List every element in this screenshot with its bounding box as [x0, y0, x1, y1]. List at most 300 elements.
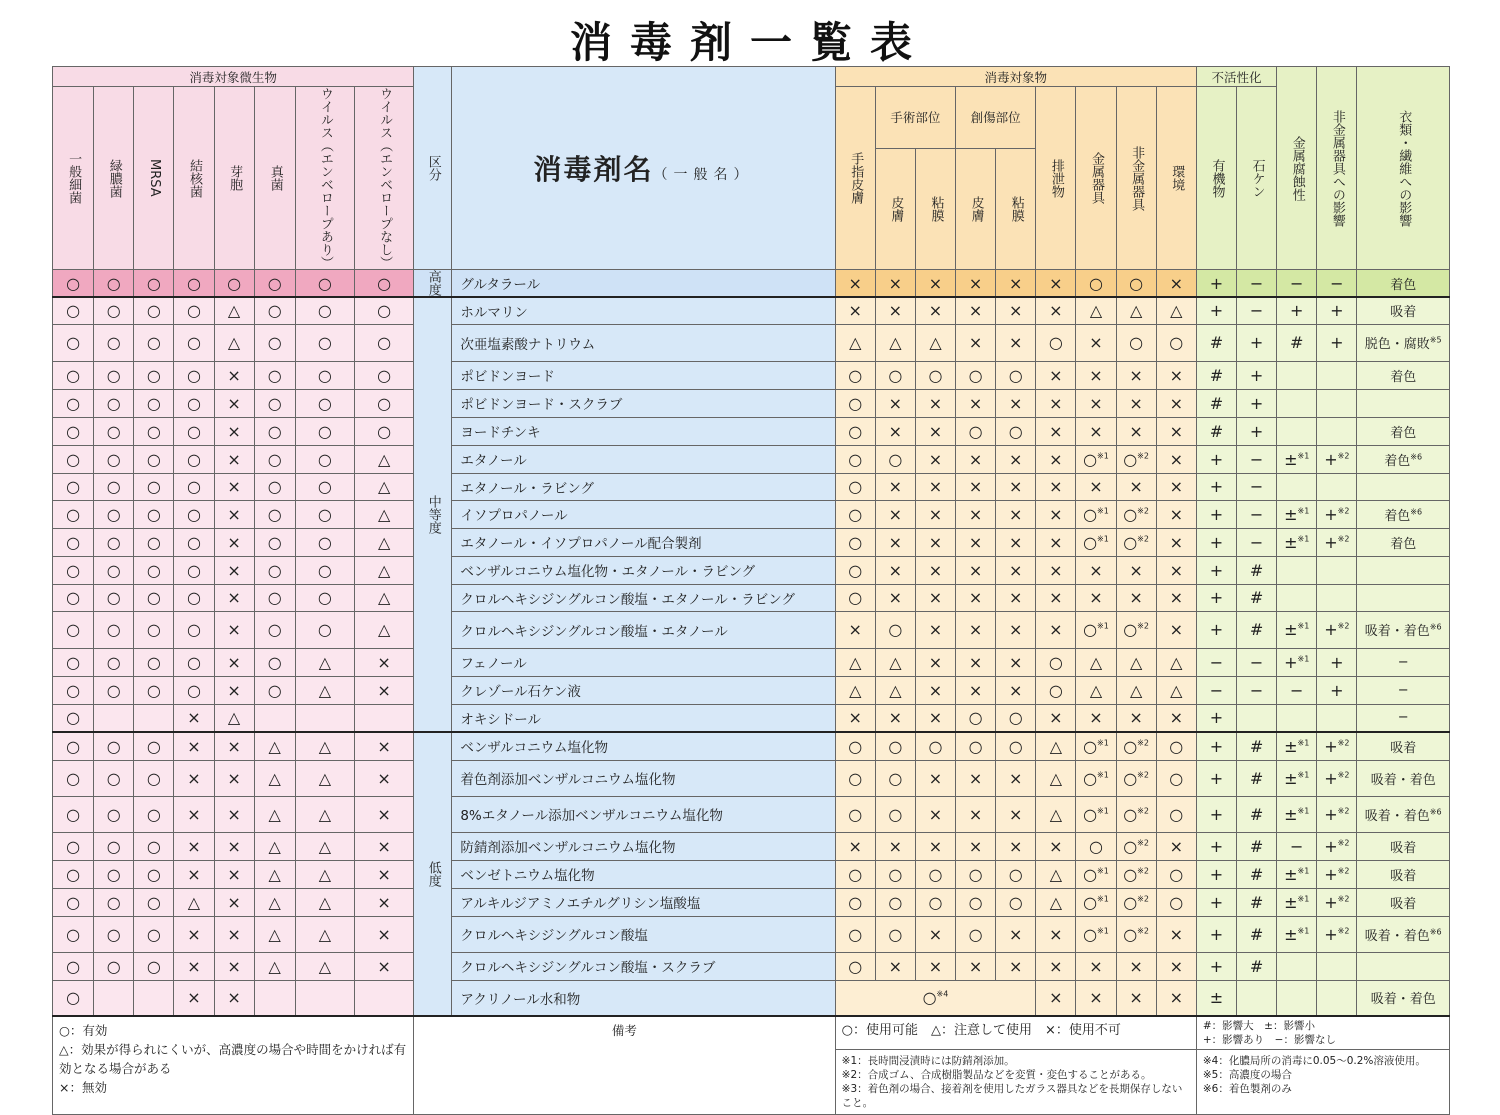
- microbe-cell-3: [174, 860, 214, 888]
- target-cell-4: [996, 832, 1036, 860]
- effect-cell-3-symbol: +: [1324, 620, 1338, 639]
- microbe-cell-5-symbol: ○: [267, 477, 282, 496]
- microbe-cell-0-symbol: ○: [66, 708, 81, 728]
- section-label: [414, 732, 452, 1016]
- microbe-cell-5-symbol: △: [268, 892, 281, 912]
- notes-left: [835, 1050, 1196, 1115]
- target-cell-8-symbol: ×: [1169, 924, 1183, 944]
- microbe-cell-0-symbol: ○: [66, 836, 81, 856]
- effect-cell-2: [1277, 676, 1317, 704]
- note-right-2: ※6：着色製剤のみ: [1202, 1083, 1292, 1095]
- target-cell-3-symbol: ×: [968, 836, 983, 856]
- effect-cell-2-symbol: ±: [1284, 768, 1298, 788]
- effect-cell-4: [1357, 888, 1450, 916]
- effect-cell-1: [1237, 500, 1277, 528]
- microbe-cell-2: [134, 732, 174, 760]
- target-cell-7-note: ※2: [1137, 894, 1149, 904]
- effect-cell-4-symbol: −: [1397, 654, 1409, 670]
- effect-cell-2: [1277, 732, 1317, 760]
- effect-cell-0-symbol: +: [1209, 504, 1224, 524]
- target-cell-1-symbol: ×: [888, 532, 903, 552]
- microbe-header-6-label: ウイルス（エンベロープあり）: [317, 87, 333, 269]
- effect-cell-0-symbol: ±: [1209, 988, 1224, 1008]
- microbe-cell-3-symbol: ○: [186, 365, 201, 385]
- microbe-cell-2-symbol: ○: [146, 804, 161, 824]
- target-cell-8: [1156, 832, 1196, 860]
- microbe-cell-5: [254, 916, 295, 952]
- target-cell-1-symbol: ○: [888, 736, 903, 756]
- microbe-cell-6: [295, 648, 354, 676]
- effect-cell-0-symbol: +: [1209, 836, 1224, 856]
- target-cell-1: [875, 297, 915, 324]
- target-cell-6-note: ※1: [1097, 738, 1109, 748]
- target-cell-3: [956, 760, 996, 796]
- effect-cell-1: [1237, 704, 1277, 732]
- microbe-cell-0: [53, 611, 94, 648]
- target-cell-8: [1156, 676, 1196, 704]
- disinfectant-name: アルキルジアミノエチルグリシン塩酸塩: [452, 888, 835, 916]
- target-cell-3: [956, 888, 996, 916]
- microbe-cell-0: [53, 584, 94, 611]
- target-cell-1-symbol: ○: [888, 864, 903, 884]
- effect-cell-1: [1237, 324, 1277, 361]
- target-cell-4: [996, 584, 1036, 611]
- target-cell-4: [996, 676, 1036, 704]
- microbe-cell-2-symbol: ○: [146, 652, 161, 672]
- effect-cell-4-note: ※6: [1429, 622, 1442, 632]
- table-row: [53, 270, 1450, 298]
- target-cell-4: [996, 704, 1036, 732]
- effect-cell-3-symbol: +: [1330, 301, 1344, 321]
- effect-cell-3-symbol: −: [1330, 273, 1344, 293]
- microbe-cell-6-symbol: △: [318, 652, 332, 672]
- microbe-cell-6: [295, 832, 354, 860]
- target-cell-3-symbol: ×: [968, 301, 983, 321]
- microbe-cell-5: [254, 528, 295, 556]
- microbe-cell-1: [94, 500, 134, 528]
- kubun-header-label: 区分: [425, 155, 441, 181]
- inact-header-1-label: 石ケン: [1249, 158, 1265, 198]
- effect-cell-4: [1357, 297, 1450, 324]
- microbe-cell-4: [214, 980, 254, 1016]
- target-header-7: [1116, 87, 1156, 270]
- target-cell-6-symbol: ×: [1089, 956, 1103, 976]
- effect-cell-1: [1237, 270, 1277, 298]
- microbe-cell-6: [295, 500, 354, 528]
- effect-cell-3: [1317, 556, 1357, 584]
- effect-cell-0-symbol: #: [1209, 393, 1224, 413]
- effect-cell-4: [1357, 445, 1450, 473]
- target-cell-4-symbol: ○: [1008, 421, 1023, 441]
- target-cell-0-symbol: ○: [848, 924, 863, 944]
- target-cell-5-symbol: ×: [1049, 421, 1063, 441]
- target-cell-8: [1156, 445, 1196, 473]
- effect-cell-2-symbol: #: [1290, 333, 1304, 352]
- microbe-cell-0: [53, 676, 94, 704]
- microbe-cell-4: [214, 473, 254, 500]
- microbe-cell-5: [254, 473, 295, 500]
- target-cell-8-symbol: ×: [1169, 620, 1183, 639]
- name-header: [452, 67, 835, 270]
- target-cell-8: [1156, 732, 1196, 760]
- effect-cell-2-note: ※1: [1297, 654, 1310, 664]
- microbe-cell-4-symbol: △: [227, 301, 241, 321]
- target-cell-1-symbol: ○: [888, 449, 903, 469]
- target-cell-0-symbol: ○: [848, 768, 863, 788]
- microbe-cell-5-symbol: ○: [267, 588, 282, 607]
- effect-cell-2: [1277, 611, 1317, 648]
- effect-cell-3: [1317, 297, 1357, 324]
- legend-microbe-1: △：効果が得られにくいが、高濃度の場合や時間をかければ有効となる場合がある: [59, 1042, 407, 1076]
- microbe-cell-1-symbol: ○: [106, 736, 121, 756]
- microbe-cell-5-symbol: ○: [267, 333, 282, 352]
- effect-cell-4-symbol: −: [1397, 710, 1409, 726]
- microbe-cell-4-symbol: ×: [227, 421, 241, 441]
- microbe-cell-6: [295, 389, 354, 417]
- target-cell-6: [1076, 704, 1116, 732]
- effect-cell-2-note: ※1: [1297, 866, 1310, 876]
- effect-cell-3: [1317, 500, 1357, 528]
- target-cell-4: [996, 556, 1036, 584]
- microbe-cell-5: [254, 445, 295, 473]
- microbe-cell-2-symbol: ○: [146, 393, 161, 413]
- target-cell-0-symbol: △: [849, 652, 862, 672]
- effect-cell-1: [1237, 796, 1277, 832]
- microbe-cell-7: [354, 389, 413, 417]
- effect-cell-4-symbol: 吸着・着色: [1370, 992, 1436, 1008]
- microbe-cell-1: [94, 473, 134, 500]
- effect-cell-1-symbol: #: [1249, 560, 1264, 580]
- effect-cell-3: [1317, 704, 1357, 732]
- microbe-cell-0-symbol: ○: [66, 365, 81, 385]
- target-cell-1-symbol: △: [889, 333, 902, 352]
- effect-cell-0-symbol: +: [1209, 532, 1224, 552]
- target-cell-6-symbol: ×: [1089, 988, 1103, 1008]
- target-cell-7-symbol: △: [1129, 652, 1143, 672]
- microbe-cell-2-symbol: ○: [146, 836, 161, 856]
- effect-cell-0-symbol: #: [1209, 333, 1224, 352]
- microbe-cell-1-symbol: ○: [106, 924, 121, 944]
- target-cell-8-symbol: ×: [1169, 988, 1183, 1008]
- target-cell-0: [835, 952, 875, 980]
- effect-cell-4-symbol: 吸着・着色: [1364, 808, 1430, 824]
- target-cell-0-symbol: ○: [848, 365, 863, 385]
- inact-group-header: 不活性化: [1196, 67, 1276, 87]
- microbe-cell-0-symbol: ○: [66, 988, 81, 1008]
- microbe-cell-1-symbol: ○: [106, 836, 121, 856]
- target-cell-6-symbol: ○: [1088, 836, 1103, 856]
- target-cell-merged-note: ※4: [936, 989, 949, 999]
- microbe-cell-7: [354, 473, 413, 500]
- microbe-cell-7-symbol: △: [377, 560, 391, 580]
- microbe-cell-0-symbol: ○: [66, 620, 81, 639]
- microbe-cell-4-symbol: ×: [227, 477, 241, 496]
- effect-cell-1: [1237, 361, 1277, 389]
- microbe-cell-1: [94, 796, 134, 832]
- microbe-cell-2-symbol: ○: [146, 956, 161, 976]
- microbe-cell-4-symbol: ×: [227, 652, 241, 672]
- target-cell-4: [996, 648, 1036, 676]
- target-cell-3: [956, 676, 996, 704]
- microbe-cell-1-symbol: ○: [106, 652, 121, 672]
- microbe-header-5: [254, 87, 295, 270]
- target-cell-0-symbol: ○: [848, 892, 863, 912]
- microbe-cell-6: [295, 760, 354, 796]
- target-cell-8: [1156, 389, 1196, 417]
- target-cell-2: [915, 796, 955, 832]
- target-cell-6: [1076, 556, 1116, 584]
- microbe-cell-6: [295, 860, 354, 888]
- microbe-cell-4-symbol: ×: [227, 532, 241, 552]
- microbe-cell-4: [214, 556, 254, 584]
- target-cell-4-symbol: ○: [1008, 708, 1023, 728]
- target-cell-8-symbol: △: [1170, 301, 1183, 321]
- target-cell-3: [956, 389, 996, 417]
- microbe-cell-6: [295, 732, 354, 760]
- microbe-cell-3-symbol: ×: [187, 768, 201, 788]
- microbe-cell-5-symbol: ○: [267, 680, 282, 700]
- microbe-cell-6-symbol: ○: [317, 588, 332, 607]
- target-cell-2: [915, 556, 955, 584]
- effect-cell-1: [1237, 732, 1277, 760]
- target-header-hands-label: 手指皮膚: [848, 152, 864, 204]
- microbe-cell-2-symbol: ○: [146, 477, 161, 496]
- effect-cell-4-note: ※5: [1429, 335, 1442, 345]
- disinfectant-name: オキシドール: [452, 704, 835, 732]
- target-cell-5-symbol: ×: [1049, 620, 1063, 639]
- target-cell-8: [1156, 760, 1196, 796]
- target-cell-5-symbol: △: [1049, 804, 1062, 824]
- microbe-cell-3-symbol: ○: [186, 421, 201, 441]
- target-cell-2-symbol: ×: [928, 421, 943, 441]
- effect-cell-3: [1317, 584, 1357, 611]
- effect-cell-2-symbol: −: [1290, 680, 1304, 700]
- microbe-cell-7-symbol: ×: [377, 892, 391, 912]
- target-cell-4: [996, 473, 1036, 500]
- effect-cell-2-note: ※1: [1297, 806, 1310, 816]
- microbe-cell-0: [53, 648, 94, 676]
- target-cell-8-symbol: △: [1170, 652, 1183, 672]
- target-cell-2: [915, 952, 955, 980]
- microbe-cell-5: [254, 888, 295, 916]
- microbe-cell-6: [295, 796, 354, 832]
- target-cell-8-symbol: ○: [1169, 804, 1184, 824]
- target-cell-0: [835, 611, 875, 648]
- target-cell-2-symbol: ×: [928, 804, 943, 824]
- effect-cell-4: [1357, 417, 1450, 445]
- target-cell-3-symbol: ×: [968, 588, 983, 607]
- legend-microbes: [53, 1016, 414, 1115]
- microbe-cell-1: [94, 760, 134, 796]
- effect-cell-0-symbol: −: [1209, 680, 1224, 700]
- microbe-cell-0: [53, 888, 94, 916]
- target-cell-5: [1036, 417, 1076, 445]
- microbe-cell-5-symbol: ○: [267, 421, 282, 441]
- microbe-cell-1: [94, 297, 134, 324]
- target-cell-7-symbol: ○: [1129, 273, 1144, 293]
- effect-cell-3: [1317, 732, 1357, 760]
- effect-cell-4-symbol: 吸着: [1390, 840, 1417, 856]
- target-cell-6: [1076, 888, 1116, 916]
- microbe-cell-7-symbol: △: [377, 588, 391, 607]
- target-cell-0-symbol: △: [849, 680, 862, 700]
- target-cell-5: [1036, 445, 1076, 473]
- effect-cell-1: [1237, 473, 1277, 500]
- microbe-cell-2: [134, 676, 174, 704]
- microbe-cell-2: [134, 297, 174, 324]
- table-row: [53, 704, 1450, 732]
- effect-cell-0: [1196, 796, 1236, 832]
- target-cell-2-symbol: ×: [928, 956, 943, 976]
- microbe-cell-2: [134, 417, 174, 445]
- microbe-cell-5: [254, 704, 295, 732]
- target-cell-6-note: ※1: [1097, 770, 1109, 780]
- target-cell-1: [875, 611, 915, 648]
- effect-cell-0: [1196, 361, 1236, 389]
- target-cell-7: [1116, 760, 1156, 796]
- target-cell-8-symbol: ×: [1169, 560, 1183, 580]
- effect-cell-3-symbol: +: [1330, 680, 1344, 700]
- target-cell-5-symbol: △: [1049, 892, 1062, 912]
- target-cell-6-symbol: ○: [1083, 864, 1098, 884]
- target-cell-4-symbol: ×: [1009, 273, 1023, 293]
- target-cell-6: [1076, 832, 1116, 860]
- microbe-cell-7-symbol: ×: [377, 768, 391, 788]
- effect-cell-0: [1196, 832, 1236, 860]
- remarks-label: 備考: [611, 1023, 637, 1038]
- microbe-cell-4-symbol: ×: [227, 393, 241, 413]
- microbe-cell-6: [295, 297, 354, 324]
- target-cell-5: [1036, 888, 1076, 916]
- target-cell-0: [835, 500, 875, 528]
- microbe-cell-4: [214, 297, 254, 324]
- microbe-cell-0: [53, 417, 94, 445]
- target-cell-7: [1116, 528, 1156, 556]
- target-cell-4: [996, 297, 1036, 324]
- target-cell-6-symbol: ×: [1089, 708, 1103, 728]
- target-cell-5: [1036, 584, 1076, 611]
- target-cell-4-symbol: ×: [1009, 393, 1023, 413]
- microbe-cell-0: [53, 473, 94, 500]
- microbe-cell-2: [134, 980, 174, 1016]
- target-cell-0: [835, 473, 875, 500]
- target-cell-8-symbol: ×: [1169, 449, 1183, 469]
- target-cell-3-symbol: ×: [968, 652, 983, 672]
- target-cell-2: [915, 445, 955, 473]
- target-cell-1-symbol: ○: [888, 804, 903, 824]
- microbe-cell-6: [295, 270, 354, 298]
- target-cell-6: [1076, 916, 1116, 952]
- effect-cell-4-note: ※6: [1410, 452, 1423, 462]
- target-cell-3: [956, 417, 996, 445]
- microbe-cell-2-symbol: ○: [146, 736, 161, 756]
- disinfectant-name: エタノール: [452, 445, 835, 473]
- effect-cell-4: [1357, 270, 1450, 298]
- effect-cell-0: [1196, 648, 1236, 676]
- microbe-cell-2: [134, 528, 174, 556]
- effect-cell-2-symbol: +: [1284, 652, 1298, 672]
- target-cell-0-symbol: ×: [848, 620, 862, 639]
- target-cell-5-symbol: ×: [1049, 708, 1063, 728]
- effect-cell-1-symbol: +: [1249, 393, 1264, 413]
- target-cell-6: [1076, 952, 1116, 980]
- target-cell-4-symbol: ×: [1009, 804, 1023, 824]
- page-title: 消毒剤一覧表: [569, 18, 930, 67]
- target-cell-6-symbol: ○: [1083, 620, 1098, 639]
- target-cell-3-symbol: ○: [968, 864, 983, 884]
- microbe-cell-4: [214, 270, 254, 298]
- microbe-cell-3-symbol: ○: [186, 333, 201, 352]
- wound-header-1: [996, 148, 1036, 269]
- microbe-cell-1-symbol: ○: [106, 504, 121, 524]
- target-cell-6-symbol: ×: [1089, 588, 1103, 607]
- effect-cell-0: [1196, 584, 1236, 611]
- target-cell-6: [1076, 324, 1116, 361]
- target-cell-1: [875, 417, 915, 445]
- target-cell-8: [1156, 980, 1196, 1016]
- effect-cell-0: [1196, 888, 1236, 916]
- target-cell-1: [875, 860, 915, 888]
- microbe-cell-5-symbol: ○: [267, 273, 282, 293]
- target-cell-7: [1116, 704, 1156, 732]
- target-cell-3: [956, 832, 996, 860]
- effect-cell-3: [1317, 796, 1357, 832]
- target-cell-4-symbol: ×: [1009, 588, 1023, 607]
- target-cell-8: [1156, 473, 1196, 500]
- effect-cell-0: [1196, 528, 1236, 556]
- effect-cell-1: [1237, 980, 1277, 1016]
- target-cell-5: [1036, 389, 1076, 417]
- microbe-cell-1: [94, 324, 134, 361]
- target-cell-6-symbol: ×: [1089, 333, 1103, 352]
- target-cell-7: [1116, 648, 1156, 676]
- target-cell-8: [1156, 611, 1196, 648]
- effect-cell-3: [1317, 860, 1357, 888]
- target-cell-8-symbol: ○: [1169, 333, 1184, 352]
- microbe-cell-5-symbol: ○: [267, 532, 282, 552]
- effect-cell-1: [1237, 676, 1277, 704]
- effect-cell-3-symbol: +: [1324, 532, 1338, 552]
- microbe-cell-2-symbol: ○: [146, 273, 161, 293]
- microbe-cell-0-symbol: ○: [66, 680, 81, 700]
- microbe-cell-1: [94, 704, 134, 732]
- microbe-cell-7: [354, 760, 413, 796]
- microbe-cell-2: [134, 832, 174, 860]
- target-cell-0-symbol: ○: [848, 956, 863, 976]
- microbe-cell-4: [214, 832, 254, 860]
- effect-cell-3-symbol: +: [1324, 768, 1338, 788]
- wound-header-0: [956, 148, 996, 269]
- microbe-cell-5: [254, 500, 295, 528]
- target-cell-2: [915, 324, 955, 361]
- effect-cell-4-symbol: 着色: [1390, 369, 1417, 385]
- microbe-cell-2-symbol: ○: [146, 620, 161, 639]
- target-cell-7-symbol: ○: [1123, 924, 1138, 944]
- target-cell-0-symbol: ○: [848, 477, 863, 496]
- target-cell-5: [1036, 500, 1076, 528]
- microbe-cell-4-symbol: ×: [227, 560, 241, 580]
- microbe-cell-4-symbol: ×: [227, 892, 241, 912]
- microbe-cell-2-symbol: ○: [146, 449, 161, 469]
- microbe-cell-3-symbol: ×: [187, 988, 201, 1008]
- target-cell-4: [996, 952, 1036, 980]
- effect-cell-2: [1277, 648, 1317, 676]
- disinfectant-name: ベンゼトニウム塩化物: [452, 860, 835, 888]
- target-cell-5-symbol: △: [1049, 768, 1062, 788]
- effect-cell-2-symbol: ±: [1284, 620, 1298, 639]
- target-cell-6-note: ※1: [1097, 926, 1109, 936]
- disinfectant-name: イソプロパノール: [452, 500, 835, 528]
